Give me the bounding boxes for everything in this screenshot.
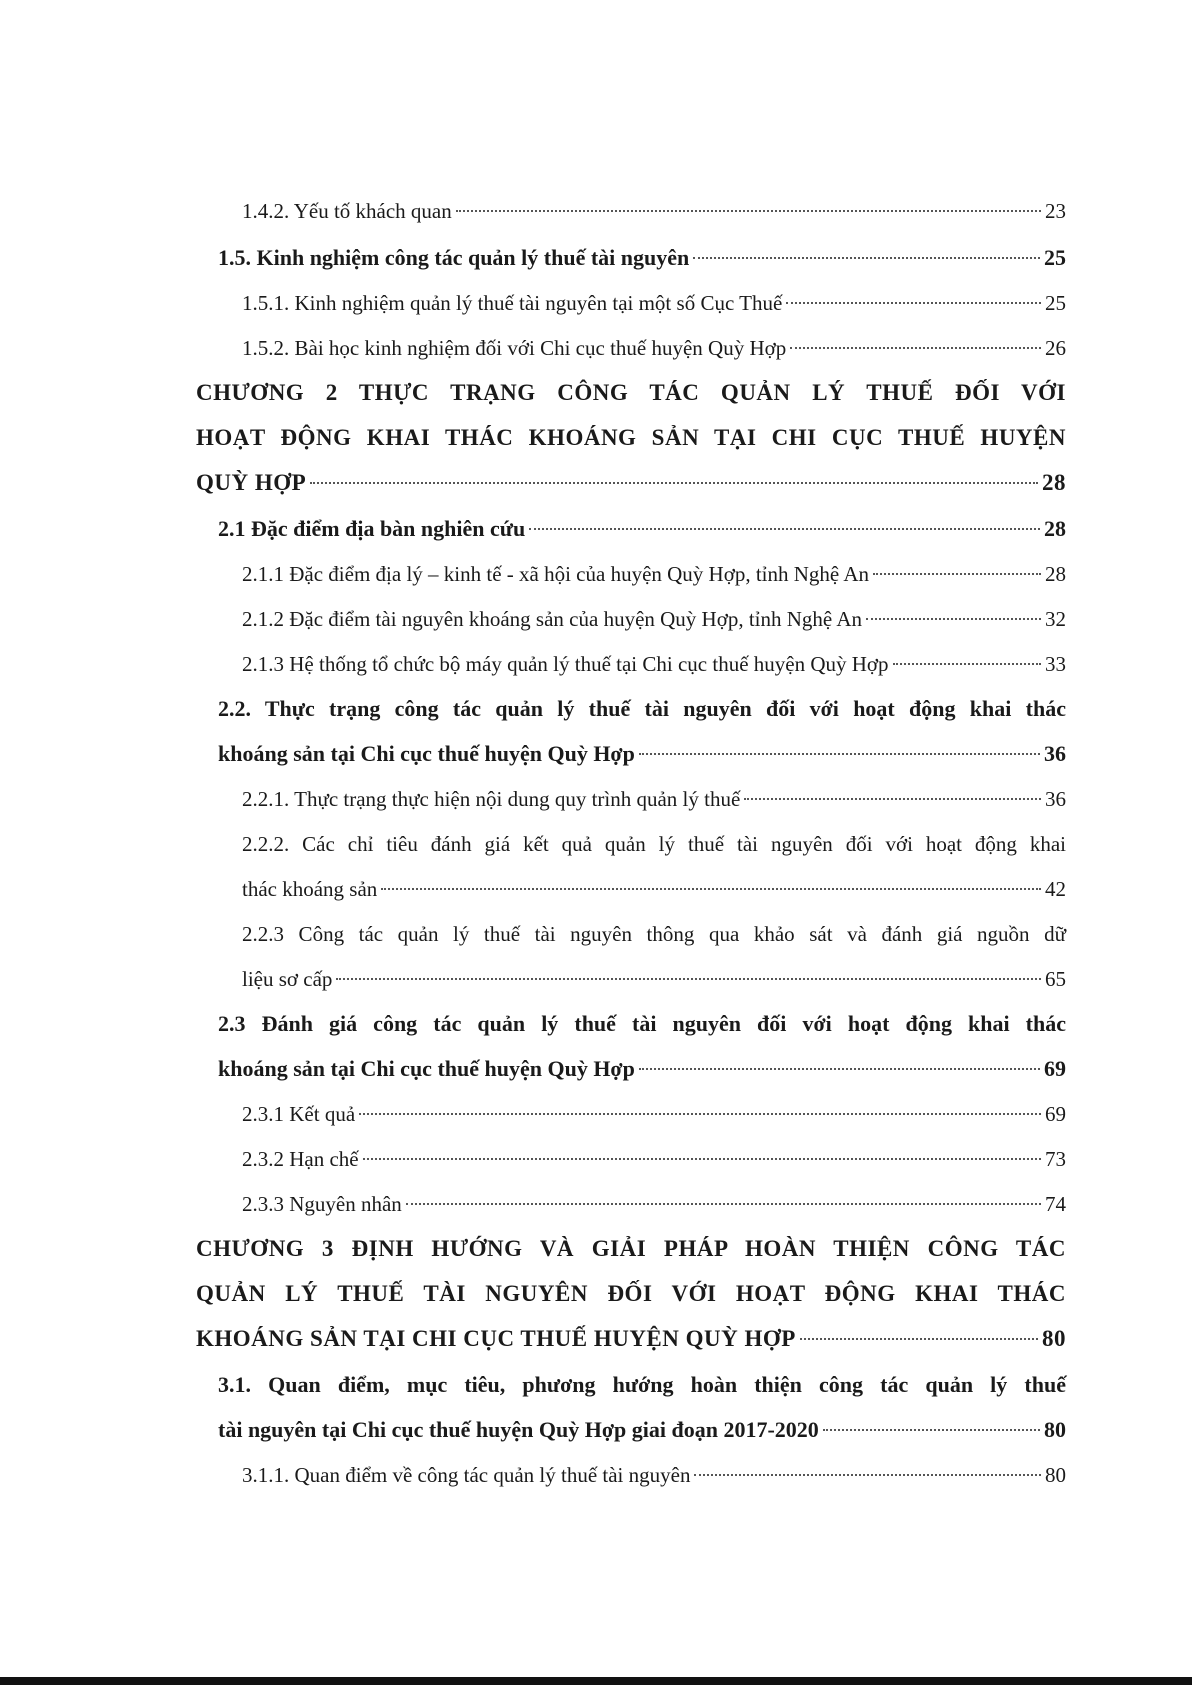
toc-entry-title: khoáng sản tại Chi cục thuế huyện Quỳ Hợp [218,1056,635,1081]
toc-entry-page: 32 [1045,607,1066,631]
toc-entry[interactable] [242,196,1066,226]
toc-entry-page: 25 [1045,291,1066,315]
dot-leader [336,978,1041,980]
toc-entry-section[interactable] [218,514,1066,544]
toc-entry-chapter[interactable] [196,1234,1066,1354]
toc-entry-page: 80 [1042,1326,1066,1351]
toc-entry[interactable] [242,919,1066,994]
toc-entry[interactable] [242,288,1066,318]
toc-entry[interactable] [242,1144,1066,1174]
toc-section-line: 2.2. Thực trạng công tác quản lý thuế tài nguyên đối với hoạt động khai thác [218,696,1066,721]
toc-entry-page: 42 [1045,877,1066,901]
toc-entry[interactable] [242,829,1066,904]
toc-entry-page: 73 [1045,1147,1066,1171]
toc-entry-page: 69 [1045,1102,1066,1126]
toc-entry-page: 25 [1044,245,1066,270]
toc-entry-title: thác khoáng sản [242,877,378,901]
toc-entry[interactable] [242,1189,1066,1219]
dot-leader [639,753,1040,755]
toc-entry-title: 2.3.2 Hạn chế [242,1147,359,1171]
toc-section-line: 2.3 Đánh giá công tác quản lý thuế tài nguyên đối với hoạt động khai thác [218,1011,1066,1036]
toc-section-line: 3.1. Quan điểm, mục tiêu, phương hướng hoàn thiện công tác quản lý thuế [218,1372,1066,1397]
toc-entry-page: 65 [1045,967,1066,991]
toc-entry-title: 1.4.2. Yếu tố khách quan [242,199,452,223]
toc-entry-title: 1.5. Kinh nghiệm công tác quản lý thuế tài nguyên [218,245,690,270]
toc-entry[interactable] [242,559,1066,589]
toc-entry[interactable] [242,649,1066,679]
toc-entry-title: tài nguyên tại Chi cục thuế huyện Quỳ Hợp giai đoạn 2017-2020 [218,1417,819,1442]
toc-entry-page: 28 [1042,470,1066,495]
toc-entry-page: 33 [1045,652,1066,676]
toc-entry-line: 2.2.2. Các chỉ tiêu đánh giá kết quả quản lý thuế tài nguyên đối với hoạt động khai [242,832,1066,856]
dot-leader [363,1158,1041,1160]
toc-chapter-line: CHƯƠNG 3 ĐỊNH HƯỚNG VÀ GIẢI PHÁP HOÀN THIỆN CÔNG TÁC [196,1236,1066,1261]
toc-entry-title: 1.5.1. Kinh nghiệm quản lý thuế tài nguyên tại một số Cục Thuế [242,291,783,315]
toc-entry-page: 28 [1045,562,1066,586]
toc-entry-title: 2.3.1 Kết quả [242,1102,356,1126]
dot-leader [744,798,1041,800]
toc-entry-page: 74 [1045,1192,1066,1216]
toc-entry-page: 80 [1044,1417,1066,1442]
toc-entry-page: 26 [1045,336,1066,360]
toc-entry-title: 2.1.3 Hệ thống tổ chức bộ máy quản lý thuế tại Chi cục thuế huyện Quỳ Hợp [242,652,889,676]
toc-entry[interactable] [242,1460,1066,1490]
toc-entry[interactable] [242,1099,1066,1129]
dot-leader [823,1429,1040,1431]
dot-leader [800,1338,1038,1340]
toc-entry-page: 80 [1045,1463,1066,1487]
dot-leader [456,210,1041,212]
toc-entry-page: 69 [1044,1056,1066,1081]
toc-entry-line: 2.2.3 Công tác quản lý thuế tài nguyên thông qua khảo sát và đánh giá nguồn dữ [242,922,1066,946]
dot-leader [786,302,1041,304]
toc-entry-section[interactable] [218,694,1066,769]
toc-entry[interactable] [242,333,1066,363]
toc-entry-title: 2.3.3 Nguyên nhân [242,1192,402,1216]
dot-leader [866,618,1041,620]
toc-entry-section[interactable] [218,1009,1066,1084]
toc-entry-title: 2.2.1. Thực trạng thực hiện nội dung quy trình quản lý thuế [242,787,741,811]
dot-leader [790,347,1041,349]
toc-entry-page: 23 [1045,199,1066,223]
toc-entry-section[interactable] [218,243,1066,273]
toc-entry-page: 36 [1045,787,1066,811]
dot-leader [310,482,1038,484]
toc-entry[interactable] [242,784,1066,814]
dot-leader [529,528,1040,530]
dot-leader [381,888,1041,890]
toc-entry[interactable] [242,604,1066,634]
dot-leader [639,1068,1040,1070]
toc-entry-section[interactable] [218,1370,1066,1445]
toc-chapter-line: CHƯƠNG 2 THỰC TRẠNG CÔNG TÁC QUẢN LÝ THUẾ ĐỐI VỚI [196,380,1066,405]
toc-entry-title: 3.1.1. Quan điểm về công tác quản lý thuế tài nguyên [242,1463,691,1487]
dot-leader [693,257,1040,259]
toc-entry-title: 2.1.2 Đặc điểm tài nguyên khoáng sản của huyện Quỳ Hợp, tỉnh Nghệ An [242,607,862,631]
toc-entry-page: 28 [1044,516,1066,541]
dot-leader [359,1113,1041,1115]
toc-entry-title: 2.1.1 Đặc điểm địa lý – kinh tế - xã hội của huyện Quỳ Hợp, tỉnh Nghệ An [242,562,869,586]
toc-chapter-line: HOẠT ĐỘNG KHAI THÁC KHOÁNG SẢN TẠI CHI CỤC THUẾ HUYỆN [196,425,1066,450]
toc-entry-chapter[interactable] [196,378,1066,498]
toc-entry-title: khoáng sản tại Chi cục thuế huyện Quỳ Hợp [218,741,635,766]
toc-entry-page: 36 [1044,741,1066,766]
toc-entry-title: liệu sơ cấp [242,967,333,991]
toc-entry-title: 2.1 Đặc điểm địa bàn nghiên cứu [218,516,526,541]
toc-entry-title: QUỲ HỢP [196,470,307,495]
dot-leader [873,573,1041,575]
toc-entry-title: KHOÁNG SẢN TẠI CHI CỤC THUẾ HUYỆN QUỲ HỢP [196,1326,796,1351]
toc-chapter-line: QUẢN LÝ THUẾ TÀI NGUYÊN ĐỐI VỚI HOẠT ĐỘNG KHAI THÁC [196,1281,1066,1306]
toc-entry-title: 1.5.2. Bài học kinh nghiệm đối với Chi cục thuế huyện Quỳ Hợp [242,336,787,360]
dot-leader [893,663,1041,665]
page-bottom-border [0,1675,1192,1685]
dot-leader [406,1203,1041,1205]
dot-leader [694,1474,1041,1476]
